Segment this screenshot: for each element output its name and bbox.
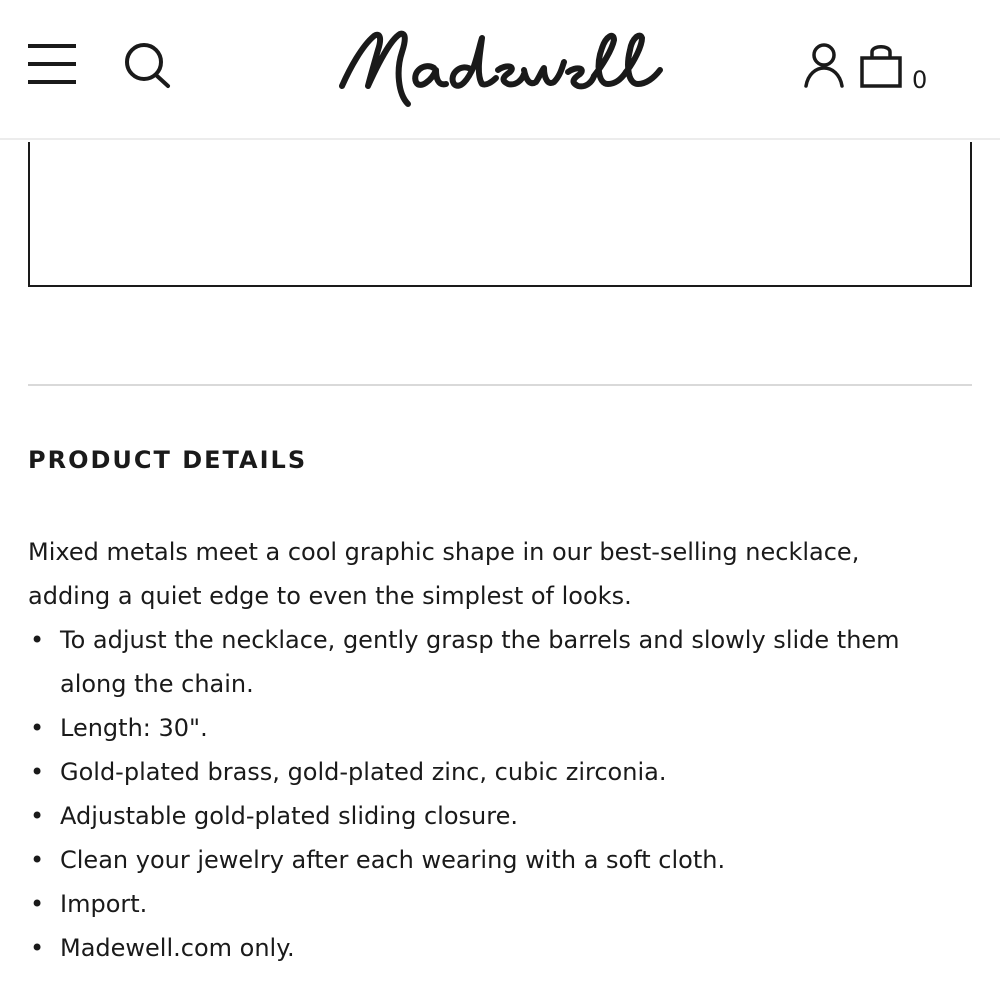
section-divider	[28, 384, 972, 386]
madewell-logo[interactable]	[336, 24, 666, 110]
list-item	[28, 618, 972, 706]
bullet-icon: •	[30, 890, 45, 918]
user-account-icon[interactable]	[800, 40, 848, 90]
bullet-icon: •	[30, 626, 45, 654]
site-header	[0, 0, 1000, 140]
hamburger-menu-icon[interactable]	[26, 42, 78, 86]
bullet-icon: •	[30, 934, 45, 962]
product-image-frame	[28, 142, 972, 287]
list-item-text: Madewell.com only.	[60, 934, 295, 962]
list-item	[28, 926, 972, 970]
list-item-text: Length: 30".	[60, 714, 208, 742]
list-item-text: To adjust the necklace, gently grasp the barrels and slowly slide them along the chain.	[60, 626, 900, 698]
list-item	[28, 882, 972, 926]
bag-item-count: 0	[912, 66, 928, 94]
bullet-icon: •	[30, 714, 45, 742]
shopping-bag-icon[interactable]	[856, 40, 906, 90]
list-item-text: Gold-plated brass, gold-plated zinc, cubic zirconia.	[60, 758, 667, 786]
product-details-body	[28, 530, 972, 970]
product-description: Mixed metals meet a cool graphic shape in our best-selling necklace, adding a quiet edge to even the simplest of looks.	[28, 538, 860, 610]
product-details-heading: PRODUCT DETAILS	[28, 446, 308, 474]
bullet-icon: •	[30, 802, 45, 830]
list-item-text: Clean your jewelry after each wearing with a soft cloth.	[60, 846, 726, 874]
list-item-text: Adjustable gold-plated sliding closure.	[60, 802, 518, 830]
bullet-icon: •	[30, 846, 45, 874]
list-item	[28, 706, 972, 750]
bullet-icon: •	[30, 758, 45, 786]
list-item	[28, 750, 972, 794]
list-item	[28, 794, 972, 838]
list-item-text: Import.	[60, 890, 148, 918]
product-details-list	[28, 618, 972, 970]
search-icon[interactable]	[122, 40, 174, 90]
list-item	[28, 838, 972, 882]
